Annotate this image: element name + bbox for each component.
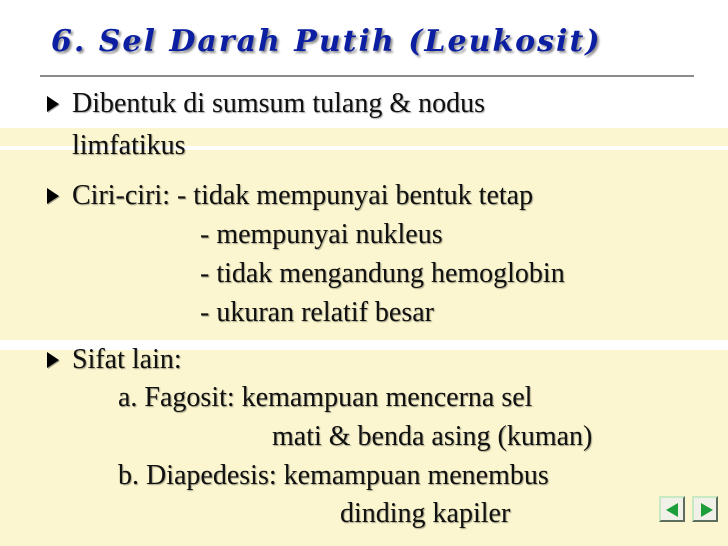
bullet-2-line-4: - ukuran relatif besar [200, 297, 434, 328]
title-underline [40, 75, 694, 77]
previous-slide-button[interactable] [659, 496, 685, 522]
bullet-1-line-2: limfatikus [72, 130, 186, 161]
bullet-2-line-1: Ciri-ciri: - tidak mempunyai bentuk tetap [72, 180, 534, 211]
bullet-3-line-1: Sifat lain: [72, 344, 182, 375]
bullet-3-line-2: a. Fagosit: kemampuan mencerna sel [118, 382, 533, 413]
bullet-marker-icon [47, 352, 59, 368]
slide-title: 6. Sel Darah Putih (Leukosit) [51, 24, 602, 59]
triangle-right-icon [701, 503, 713, 517]
bullet-3-line-4: b. Diapedesis: kemampuan menembus [118, 460, 549, 491]
bullet-marker-icon [47, 96, 59, 112]
next-slide-button[interactable] [692, 496, 718, 522]
bullet-1-line-1: Dibentuk di sumsum tulang & nodus [72, 88, 485, 119]
bullet-marker-icon [47, 188, 59, 204]
bullet-2-line-3: - tidak mengandung hemoglobin [200, 258, 565, 289]
bullet-3-line-5: dinding kapiler [340, 498, 511, 529]
bullet-3-line-3: mati & benda asing (kuman) [272, 421, 593, 452]
triangle-left-icon [666, 503, 678, 517]
bullet-2-line-2: - mempunyai nukleus [200, 219, 443, 250]
